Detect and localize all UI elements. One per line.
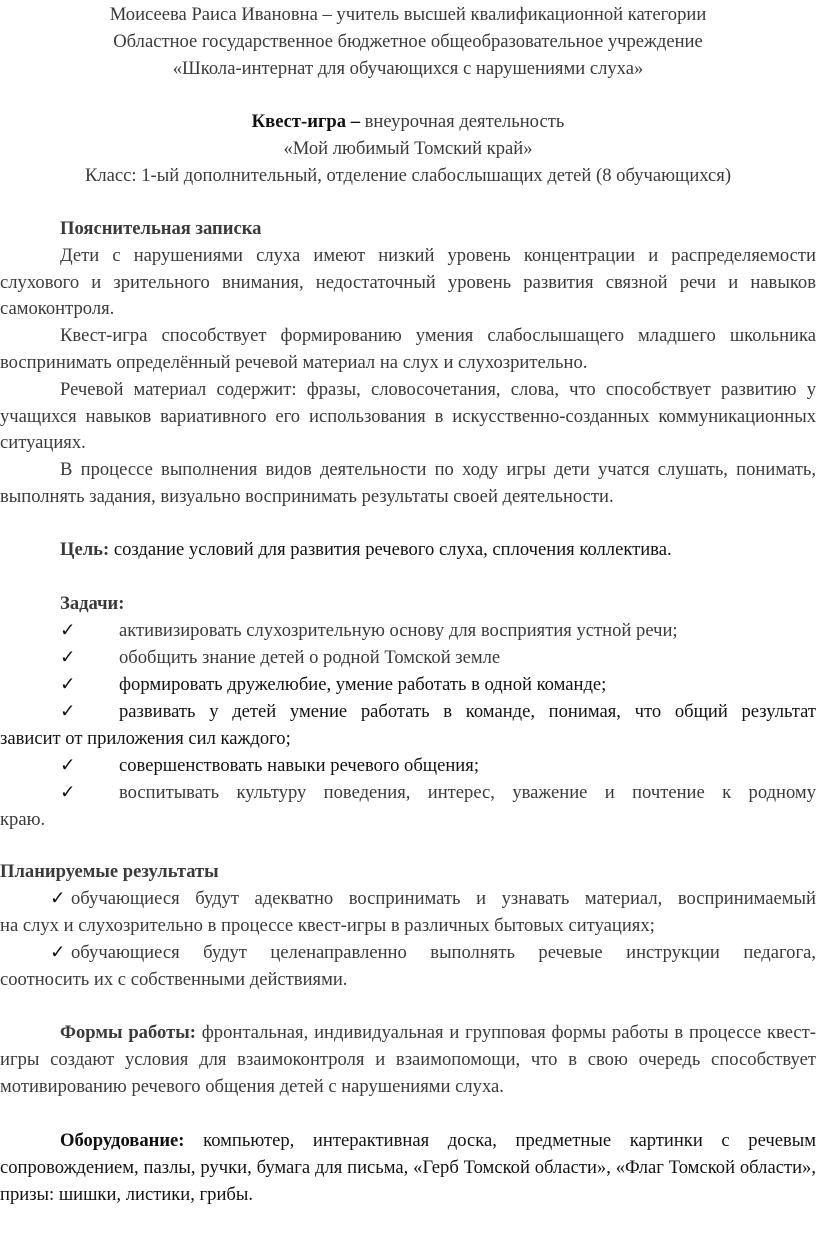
task-item: ✓ воспитывать культуру поведения, интерес, уважение и почтение к родному краю.	[0, 782, 816, 830]
forms-paragraph	[0, 1020, 816, 1100]
title-rest: внеурочная деятельность	[360, 111, 565, 132]
goal-text: создание условий для развития речевого слуха, сплочения коллектива.	[109, 539, 672, 560]
check-icon: ✓	[60, 647, 76, 668]
tasks-heading-text: Задачи:	[60, 593, 125, 614]
goal-line	[0, 537, 816, 564]
check-icon: ✓	[60, 620, 76, 641]
author-header	[0, 2, 816, 82]
class-info: Класс: 1-ый дополнительный, отделение слабослышащих детей (8 обучающихся)	[84, 164, 732, 186]
school-name-line: «Школа-интернат для обучающихся с нарушениями слуха»	[172, 57, 644, 79]
explanatory-section	[0, 216, 816, 511]
task-item: ✓ развивать у детей умение работать в команде, понимая, что общий результат зависит от приложения сил каждого;	[0, 701, 816, 749]
check-icon: ✓	[60, 701, 76, 722]
explanatory-heading	[0, 216, 816, 243]
quest-name: «Мой любимый Томский край»	[283, 137, 533, 159]
explanatory-p1: Дети с нарушениями слуха имеют низкий уровень концентрации и распределяемости слухового и зрительного внимания, недостаточный уровень развития связной речи и навыков самоконтроля.	[0, 244, 816, 320]
task-item: ✓ обобщить знание детей о родной Томской земле	[0, 645, 816, 672]
result-item: ✓ обучающиеся будут адекватно воспринимать и узнавать материал, воспринимаемый на слух и слухозрительно в процессе квест-игры в различных бытовых ситуациях;	[0, 888, 816, 936]
explanatory-heading-text: Пояснительная записка	[60, 218, 262, 239]
check-icon: ✓	[50, 888, 66, 909]
check-icon: ✓	[60, 782, 76, 803]
title-bold: Квест-игра –	[251, 111, 360, 132]
forms-text: фронтальная, индивидуальная и групповая формы работы в процессе квест-игры создают условия для взаимоконтроля и взаимопомощи, что в свою очередь способствует мотивированию речевого общения детей с нарушениями слуха.	[0, 1022, 816, 1097]
equipment-paragraph	[0, 1128, 816, 1208]
check-icon: ✓	[50, 942, 66, 963]
forms-label: Формы работы:	[60, 1022, 196, 1043]
title-line	[0, 109, 816, 136]
task-item: ✓ совершенствовать навыки речевого общения;	[0, 753, 816, 780]
explanatory-p3: Речевой материал содержит: фразы, словосочетания, слова, что способствует развитию у учащихся навыков вариативного его использования в искусственно-созданных коммуникационных ситуациях.	[0, 378, 816, 454]
results-section	[0, 859, 816, 999]
forms-section	[0, 1020, 816, 1100]
check-icon: ✓	[60, 755, 76, 776]
explanatory-p2: Квест-игра способствует формированию умения слабослышащего младшего школьника воспринимать определённый речевой материал на слух и слухозрительно.	[0, 325, 816, 373]
result-item: ✓ обучающиеся будут целенаправленно выполнять речевые инструкции педагога, соотносить их с собственными действиями.	[0, 942, 816, 990]
goal-section	[0, 537, 816, 564]
task-item: ✓ формировать дружелюбие, умение работать в одной команде;	[0, 672, 816, 699]
results-heading	[0, 859, 816, 886]
equipment-section	[0, 1128, 816, 1208]
school-line: Областное государственное бюджетное общеобразовательное учреждение	[113, 30, 703, 52]
task-item: ✓ активизировать слухозрительную основу для восприятия устной речи;	[0, 618, 816, 645]
title-block	[0, 109, 816, 189]
author-line: Моисеева Раиса Ивановна – учитель высшей квалификационной категории	[109, 4, 707, 25]
equipment-text: компьютер, интерактивная доска, предметные картинки с речевым сопровождением, пазлы, ручки, бумага для письма, «Герб Томской области», «Флаг Томской области», призы: шишки, листики, грибы.	[0, 1130, 816, 1205]
equipment-label: Оборудование:	[60, 1130, 185, 1151]
tasks-section	[0, 591, 816, 831]
check-icon: ✓	[60, 674, 76, 695]
tasks-heading	[0, 591, 816, 618]
results-heading-text: Планируемые результаты	[0, 861, 219, 882]
explanatory-p4: В процессе выполнения видов деятельности по ходу игры дети учатся слушать, понимать, выполнять задания, визуально воспринимать результаты своей деятельности.	[0, 459, 816, 507]
goal-label: Цель:	[60, 539, 110, 560]
